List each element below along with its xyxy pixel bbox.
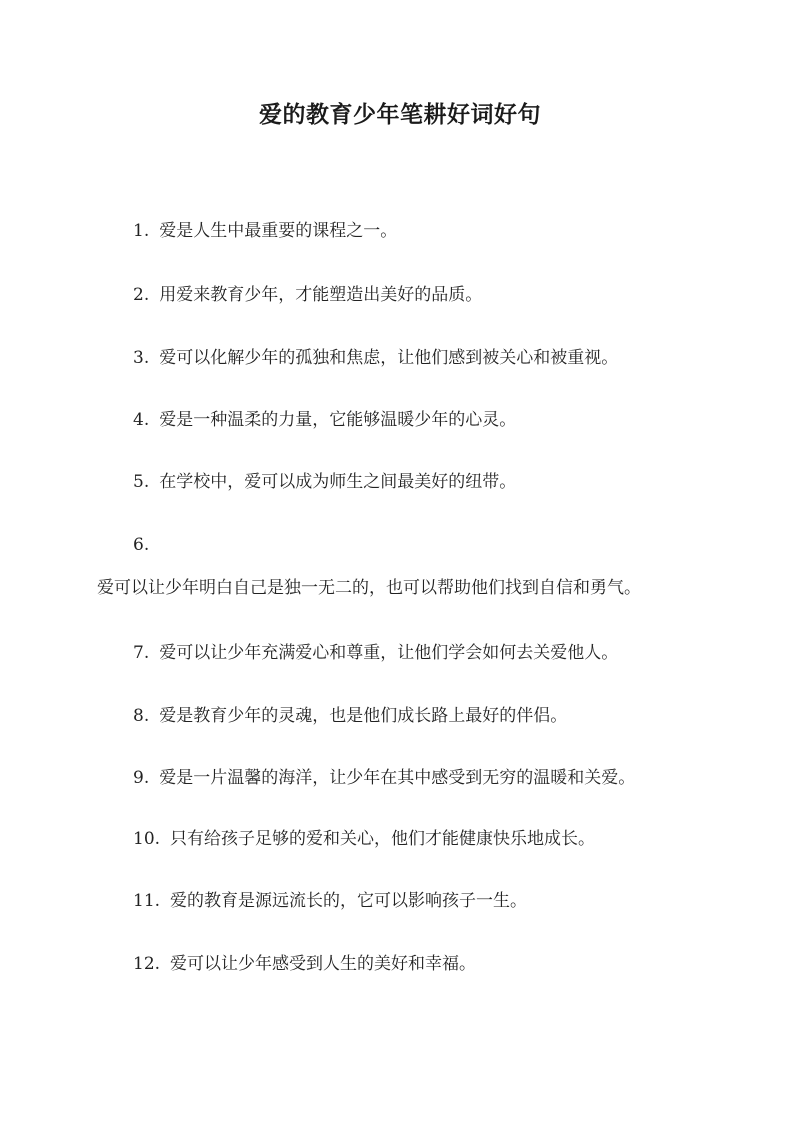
- list-item: [133, 533, 159, 557]
- item-number: 11.: [133, 891, 161, 911]
- item-text: 爱是一片温馨的海洋，让少年在其中感受到无穷的温暖和关爱。: [159, 768, 636, 788]
- item-text-wrapped: 爱可以让少年明白自己是独一无二的，也可以帮助他们找到自信和勇气。: [97, 578, 641, 598]
- item-text: 爱可以化解少年的孤独和焦虑，让他们感到被关心和被重视。: [159, 348, 619, 368]
- item-text: 在学校中，爱可以成为师生之间最美好的纽带。: [159, 472, 517, 492]
- item-number: 8.: [133, 706, 150, 726]
- item-number: 7.: [133, 643, 150, 663]
- list-item: [133, 952, 476, 976]
- list-item: [133, 827, 595, 851]
- list-item: [133, 704, 567, 728]
- page-title: 爱的教育少年笔耕好词好句: [259, 101, 541, 128]
- item-text: 爱是一种温柔的力量，它能够温暖少年的心灵。: [159, 410, 517, 430]
- item-number: 3.: [133, 348, 150, 368]
- item-text: 爱可以让少年感受到人生的美好和幸福。: [170, 954, 477, 974]
- list-item: [133, 408, 516, 432]
- item-number: 4.: [133, 410, 150, 430]
- item-number: 5.: [133, 472, 150, 492]
- item-number: 9.: [133, 768, 150, 788]
- item-number: 2.: [133, 285, 150, 305]
- item-text: 爱是人生中最重要的课程之一。: [159, 221, 398, 241]
- item-text: 爱可以让少年充满爱心和尊重，让他们学会如何去关爱他人。: [159, 643, 619, 663]
- item-number: 12.: [133, 954, 161, 974]
- list-item: [133, 470, 516, 494]
- item-number: 10.: [133, 829, 161, 849]
- list-item: [133, 641, 618, 665]
- item-number: 1.: [133, 221, 150, 241]
- list-item: [133, 346, 618, 370]
- item-number: 6.: [133, 535, 150, 555]
- list-item: [133, 766, 635, 790]
- item-text: 爱的教育是源远流长的，它可以影响孩子一生。: [170, 891, 528, 911]
- item-text: 爱是教育少年的灵魂，也是他们成长路上最好的伴侣。: [159, 706, 568, 726]
- item-text: 用爱来教育少年，才能塑造出美好的品质。: [159, 285, 483, 305]
- list-item: [133, 219, 397, 243]
- list-item: [133, 283, 482, 307]
- list-item: [133, 889, 527, 913]
- item-text: 只有给孩子足够的爱和关心，他们才能健康快乐地成长。: [170, 829, 596, 849]
